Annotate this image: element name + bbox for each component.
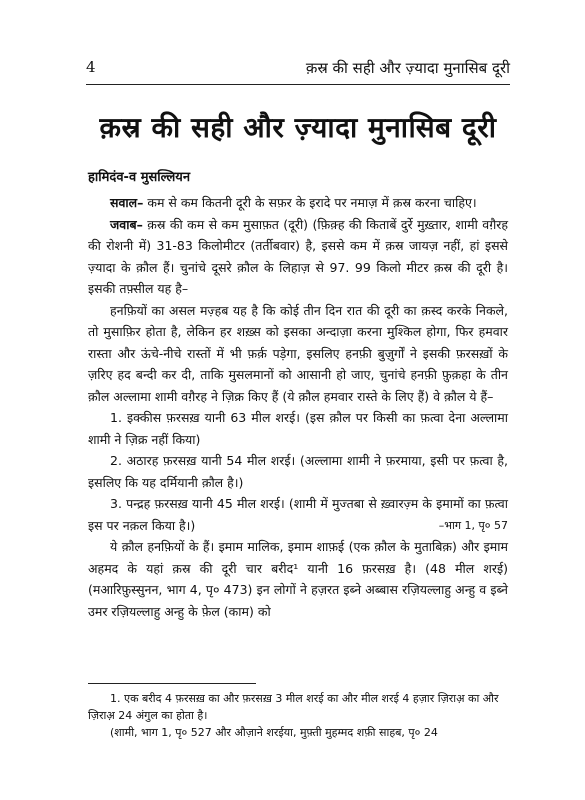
footnote-divider (88, 683, 256, 684)
question-paragraph (88, 192, 508, 214)
running-header (86, 58, 510, 84)
footnote-2: (शामी, भाग 1, पृ० 527 और औज़ाने शरईया, मुफ़्ती मुहम्मद शफ़ी साहब, पृ० 24 (110, 726, 438, 739)
running-title: क़स्र की सही और ज़्यादा मुनासिब दूरी (305, 59, 510, 77)
hanafi-paragraph: हनफ़ियों का असल मज़्हब यह है कि कोई तीन दिन रात की दूरी का क़स्द करके निकले, तो मुसाफ़िर होता है, लेकिन हर शख़्स को इसका अन्दाज़ा करना मुश्किल होगा, फिर हमवार रास्ता और ऊंचे-नीचे रास्तों में भी फ़र्क़ पड़ेगा, इसलिए हनफ़ी बुज़ुर्गों ने इसकी फ़रसख़ों के ज़रिए हद बन्दी कर दी, ताकि मुसलमानों को आसानी हो जाए, चुनांचे हनफ़ी फ़ुक़हा के तीन क़ौल अल्लामा शामी वग़ैरह ने ज़िक्र किए हैं (ये क़ौल हमवार रास्ते के लिए हैं) वे क़ौल ये हैं– (88, 302, 508, 404)
footnote-1: 1. एक बरीद 4 फ़रसख़ का और फ़रसख़ 3 मील शरई का और मील शरई 4 हज़ार ज़िराअ़ का और ज़िराअ़ 24 अंगुल का होता है। (88, 692, 499, 722)
chapter-title: क़स्र की सही और ज़्यादा मुनासिब दूरी (99, 111, 497, 144)
question-text: कम से कम कितनी दूरी के सफ़र के इरादे पर नमाज़ में क़स्र करना चाहिए। (143, 195, 477, 210)
list-item-3-reference: –भाग 1, पृ० 57 (438, 518, 508, 532)
answer-label: जवाब– (110, 216, 143, 232)
body-text (88, 192, 508, 622)
section-heading: हामिदंव-व मुसल्लियन (88, 170, 191, 185)
list-item-3-text: 3. पन्द्रह फ़रसख़ यानी 45 मील शरई। (शामी में मुज्तबा से ख़्वारज़्म के इमामों का फ़त्वा इस पर नक़ल किया है।) (88, 496, 508, 533)
imams-paragraph: ये क़ौल हनफ़ियों के हैं। इमाम मालिक, इमाम शाफ़ई (एक क़ौल के मुताबिक़) और इमाम अहमद के यहां क़स्र की दूरी चार बरीद¹ यानी 16 फ़रसख़ है। (48 मील शरई) (मआरिफ़ुस्सुनन, भाग 4, पृ० 473) इन लोगों ने हज़रत इब्ने अब्बास रज़ियल्लाहु अन्हु व इब्ने उमर रज़ियल्लाहु अन्हु के फ़ेल (काम) को (88, 539, 508, 619)
answer-paragraph (88, 214, 508, 300)
question-label: सवाल– (110, 195, 144, 210)
list-item-3 (88, 493, 508, 536)
page-number: 4 (86, 58, 96, 76)
list-item-1: 1. इक्कीस फ़रसख़ यानी 63 मील शरई। (इस क़ौल पर किसी का फ़त्वा देना अल्लामा शामी ने ज़िक्र नहीं किया) (88, 410, 508, 447)
header-divider (86, 84, 510, 85)
footnotes (88, 690, 508, 741)
answer-text: क़स्र की कम से कम मुसाफ़त (दूरी) (फ़िक़्ह की किताबें दुर्रे मुख़्तार, शामी वग़ैरह की रोशनी में) 31-83 किलोमीटर (तर्तीबवार) है, इससे कम में क़स्र जायज़ नहीं, हां इससे ज़्यादा के क़ौल हैं। चुनांचे दूसरे क़ौल के लिहाज़ से 97. 99 किलो मीटर क़स्र की दूरी है। इसकी तफ़्सील यह है– (88, 216, 508, 296)
list-item-2: 2. अठारह फ़रसख़ यानी 54 मील शरई। (अल्लामा शामी ने फ़रमाया, इसी पर फ़त्वा है, इसलिए कि यह दर्मियानी क़ौल है।) (88, 453, 508, 490)
